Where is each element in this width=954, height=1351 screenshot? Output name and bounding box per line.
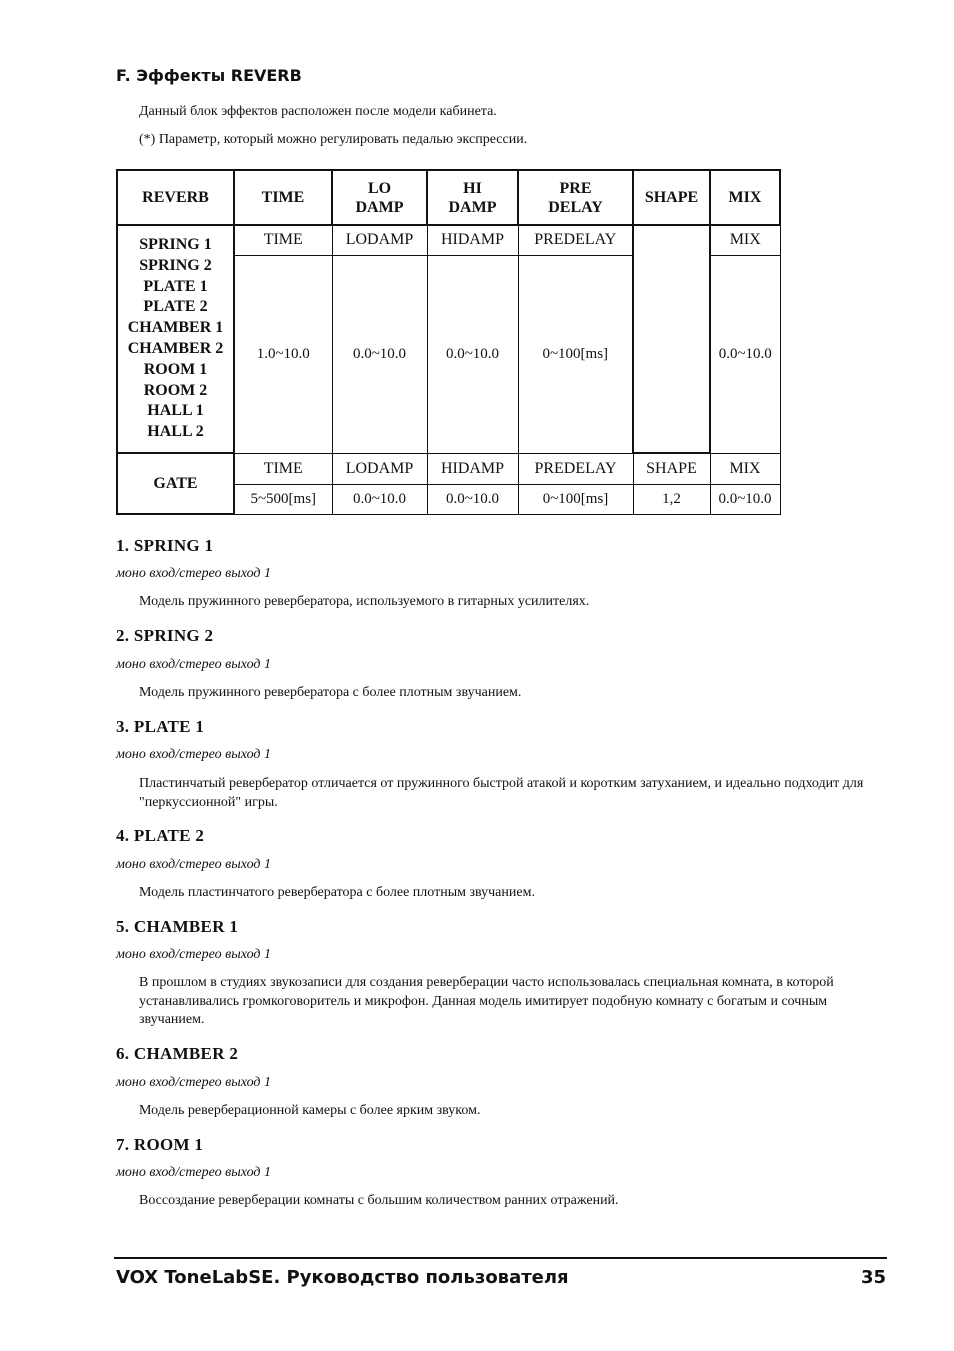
- header-reverb: REVERB: [117, 170, 234, 225]
- effect-description: Воссоздание реверберации комнаты с большим количеством ранних отражений.: [139, 1193, 619, 1208]
- gate-value-lodamp: 0.0~10.0: [332, 484, 427, 514]
- section-title: F. Эффекты REVERB: [116, 66, 302, 85]
- gate-value-mix: 0.0~10.0: [710, 484, 780, 514]
- param-value-lodamp: 0.0~10.0: [332, 255, 427, 453]
- param-value-hidamp: 0.0~10.0: [427, 255, 518, 453]
- effect-description: Пластинчатый ревербератор отличается от пружинного быстрой атакой и коротким затуханием, и идеально подходит для "перкуссионной" игры.: [139, 776, 864, 810]
- effect-description: Модель пластинчатого ревербератора с более плотным звучанием.: [139, 885, 535, 900]
- footer-divider: [114, 1257, 887, 1259]
- gate-label-predelay: PREDELAY: [518, 453, 633, 484]
- effect-io-note: моно вход/стерео выход 1: [116, 857, 271, 872]
- effect-description: Модель пружинного ревербератора с более плотным звучанием.: [139, 685, 522, 700]
- intro-line-1: Данный блок эффектов расположен после модели кабинета.: [139, 104, 497, 119]
- intro-line-2: (*) Параметр, который можно регулировать педалью экспрессии.: [139, 132, 528, 147]
- effect-io-note: моно вход/стерео выход 1: [116, 1075, 271, 1090]
- param-value-time: 1.0~10.0: [234, 255, 332, 453]
- effect-title: 1. SPRING 1: [116, 536, 214, 555]
- footer-title: VOX ToneLabSE. Руководство пользователя: [116, 1267, 569, 1288]
- param-value-mix: 0.0~10.0: [710, 255, 780, 453]
- param-label-predelay: PREDELAY: [518, 225, 633, 255]
- effect-io-note: моно вход/стерео выход 1: [116, 657, 271, 672]
- gate-value-shape: 1,2: [633, 484, 710, 514]
- gate-label-shape: SHAPE: [633, 453, 710, 484]
- effect-title: 6. CHAMBER 2: [116, 1044, 239, 1063]
- gate-value-time: 5~500[ms]: [234, 484, 332, 514]
- gate-label-hidamp: HIDAMP: [427, 453, 518, 484]
- param-label-time: TIME: [234, 225, 332, 255]
- effect-io-note: моно вход/стерео выход 1: [116, 747, 271, 762]
- effect-description: Модель пружинного ревербератора, используемого в гитарных усилителях.: [139, 594, 590, 609]
- header-shape: SHAPE: [633, 170, 710, 225]
- gate-label-lodamp: LODAMP: [332, 453, 427, 484]
- shape-empty-cell: [633, 225, 710, 453]
- gate-label-time: TIME: [234, 453, 332, 484]
- param-label-lodamp: LODAMP: [332, 225, 427, 255]
- effect-title: 3. PLATE 1: [116, 717, 205, 736]
- reverb-models-list: SPRING 1 SPRING 2 PLATE 1 PLATE 2 CHAMBER 1 CHAMBER 2 ROOM 1 ROOM 2 HALL 1 HALL 2: [117, 225, 234, 453]
- gate-value-predelay: 0~100[ms]: [518, 484, 633, 514]
- page-number: 35: [861, 1267, 887, 1288]
- header-pre-delay: PRE DELAY: [518, 170, 633, 225]
- reverb-parameter-table: [116, 169, 781, 515]
- effect-io-note: моно вход/стерео выход 1: [116, 1165, 271, 1180]
- header-time: TIME: [234, 170, 332, 225]
- header-mix: MIX: [710, 170, 780, 225]
- param-label-hidamp: HIDAMP: [427, 225, 518, 255]
- gate-name: GATE: [117, 453, 234, 514]
- gate-label-mix: MIX: [710, 453, 780, 484]
- effect-description: Модель реверберационной камеры с более ярким звуком.: [139, 1103, 481, 1118]
- effect-description: В прошлом в студиях звукозаписи для создания реверберации часто использовалась специальная комната, в которой устанавливались громкоговоритель и микрофон. Данная модель имитирует подобную комнату с богатым и сочным звучанием.: [139, 975, 834, 1027]
- effect-title: 2. SPRING 2: [116, 626, 214, 645]
- effect-io-note: моно вход/стерео выход 1: [116, 566, 271, 581]
- header-hi-damp: HI DAMP: [427, 170, 518, 225]
- param-value-predelay: 0~100[ms]: [518, 255, 633, 453]
- param-label-mix: MIX: [710, 225, 780, 255]
- effect-title: 4. PLATE 2: [116, 826, 205, 845]
- effect-title: 5. CHAMBER 1: [116, 917, 239, 936]
- effect-title: 7. ROOM 1: [116, 1135, 204, 1154]
- gate-value-hidamp: 0.0~10.0: [427, 484, 518, 514]
- header-lo-damp: LO DAMP: [332, 170, 427, 225]
- effect-io-note: моно вход/стерео выход 1: [116, 947, 271, 962]
